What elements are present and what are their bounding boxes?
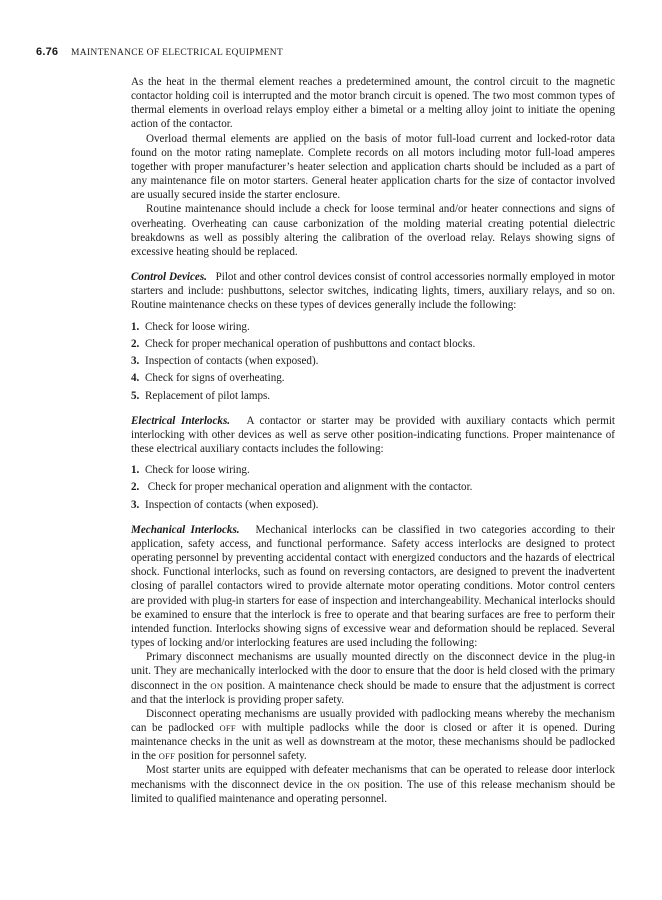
off-position-term: OFF (219, 722, 236, 733)
list-item-text: Inspection of contacts (when exposed). (145, 498, 319, 511)
list-item-number: 1. (131, 320, 140, 333)
paragraph-text: position for personnel safety. (175, 750, 307, 763)
page-body (131, 75, 615, 806)
running-head (36, 46, 283, 58)
paragraph-text: Most starter units are equipped with defeater mechanisms that can be operated to release door interlock mechanisms with the disconnect device in the (131, 764, 615, 791)
paragraph-text: position. A maintenance check should be made to ensure that the adjustment is correct and that the interlock is providing proper safety. (131, 679, 615, 706)
mechanical-interlocks-paragraph (131, 523, 615, 650)
list-item (131, 371, 615, 385)
list-item-number: 3. (131, 355, 140, 367)
list-item-number: 2. (131, 337, 140, 350)
list-item-text: Check for loose wiring. (145, 464, 250, 477)
paragraph-text: position. The use of this release mechanism should be limited to qualified maintenance and operating personnel. (131, 778, 615, 805)
list-item-text: Check for proper mechanical operation of pushbuttons and contact blocks. (145, 337, 476, 350)
list-item (131, 320, 615, 334)
defeater-paragraph (131, 763, 615, 805)
electrical-interlocks-list (131, 463, 615, 512)
control-devices-list (131, 320, 615, 403)
list-item-text: Check for proper mechanical operation and alignment with the contactor. (145, 481, 473, 494)
list-item-number: 1. (131, 464, 140, 477)
electrical-interlocks-text: A contactor or starter may be provided with auxiliary contacts which permit interlocking with other devices as well as serve other position-indicating functions. Proper maintenance of these electrical auxiliary contacts includes the following: (131, 414, 616, 455)
mechanical-interlocks-text: Mechanical interlocks can be classified in two categories according to their application, safety access, and functional performance. Safety access interlocks are designed to protect operating personnel by preventing accidental contact with energized conductors and the hazards of electrical shock. Functional interlocks, such as found on reversing contactors, are designed to prevent the inadvertent closing of parallel contactors wired to provide alternate motor operating conditions. Motor control centers are provided with plug-in starters for ease of inspection and interchangeability. Mechanical interlocks should be examined to ensure that the interlock is free to operate and that bearing surfaces are free to perform their intended function. Interlocks showing signs of excessive wear and deformation should be replaced. Several types of locking and/or interlocking features are used including the following: (131, 523, 615, 650)
intro-paragraph-3: Routine maintenance should include a check for loose terminal and/or heater connections and signs of overheating. Overheating can cause carbonization of the molding material creating potential dielectric breakdowns as well as possibly altering the calibration of the overload relay. Relays showing signs of excessive heating should be replaced. (131, 203, 615, 258)
list-item (131, 337, 615, 351)
intro-paragraph-1: As the heat in the thermal element reaches a predetermined amount, the control circuit to the magnetic contactor holding coil is interrupted and the motor branch circuit is opened. The two most common types of thermal elements in overload relays employ either a bimetal or a melting alloy joint to initiate the opening action of the contactor. (131, 76, 615, 131)
paragraph-text: with multiple padlocks while the door is closed or after it is opened. During maintenance checks in the unit as well as downstream at the motor, these mechanisms should be padlocked in the (131, 721, 615, 763)
list-item-number: 2. (131, 481, 140, 494)
list-item-text: Inspection of contacts (when exposed). (145, 355, 319, 367)
mechanical-interlocks-heading: Mechanical Interlocks. (131, 523, 240, 536)
electrical-interlocks-heading: Electrical Interlocks. (131, 414, 231, 427)
padlocking-paragraph (131, 707, 615, 764)
book-title: MAINTENANCE OF ELECTRICAL EQUIPMENT (71, 48, 284, 58)
list-item (131, 354, 615, 368)
page-number: 6.76 (36, 46, 59, 58)
on-position-term: ON (210, 680, 224, 691)
control-devices-paragraph (131, 270, 615, 312)
list-item-text: Check for signs of overheating. (145, 372, 285, 385)
list-item (131, 498, 615, 512)
list-item-text: Check for loose wiring. (145, 320, 250, 333)
paragraph-text: Primary disconnect mechanisms are usually mounted directly on the disconnect device in the plug-in unit. They are mechanically interlocked with the door to ensure that the door is held closed with the primary disconnect in the (131, 651, 615, 692)
off-position-term: OFF (158, 751, 176, 762)
electrical-interlocks-paragraph (131, 414, 615, 456)
control-devices-text: Pilot and other control devices consist of control accessories normally employed in motor starters and include: pushbuttons, selector switches, indicating lights, timers, auxiliary relays, and so on. Routine maintenance checks on these types of devices generally include the following: (131, 271, 615, 312)
list-item-number: 3. (131, 498, 140, 511)
list-item (131, 463, 615, 477)
list-item (131, 480, 615, 494)
primary-disconnect-paragraph (131, 650, 615, 707)
list-item-text: Replacement of pilot lamps. (145, 389, 271, 402)
intro-paragraph-2: Overload thermal elements are applied on the basis of motor full-load current and locked-rotor data found on the motor rating nameplate. Complete records on all motors including motor full-load amperes together with proper manufacturer’s heater selection and application charts should be included as a part of any maintenance file on motor starters. General heater application charts for the size of contactor involved are usually secured inside the starter enclosure. (131, 132, 615, 202)
on-position-term: ON (347, 779, 361, 790)
control-devices-heading: Control Devices. (131, 271, 207, 284)
paragraph-text: Disconnect operating mechanisms are usually provided with padlocking means whereby the mechanism can be padlocked (131, 707, 615, 734)
list-item-number: 4. (131, 372, 140, 385)
list-item-number: 5. (131, 389, 140, 402)
list-item (131, 389, 615, 403)
